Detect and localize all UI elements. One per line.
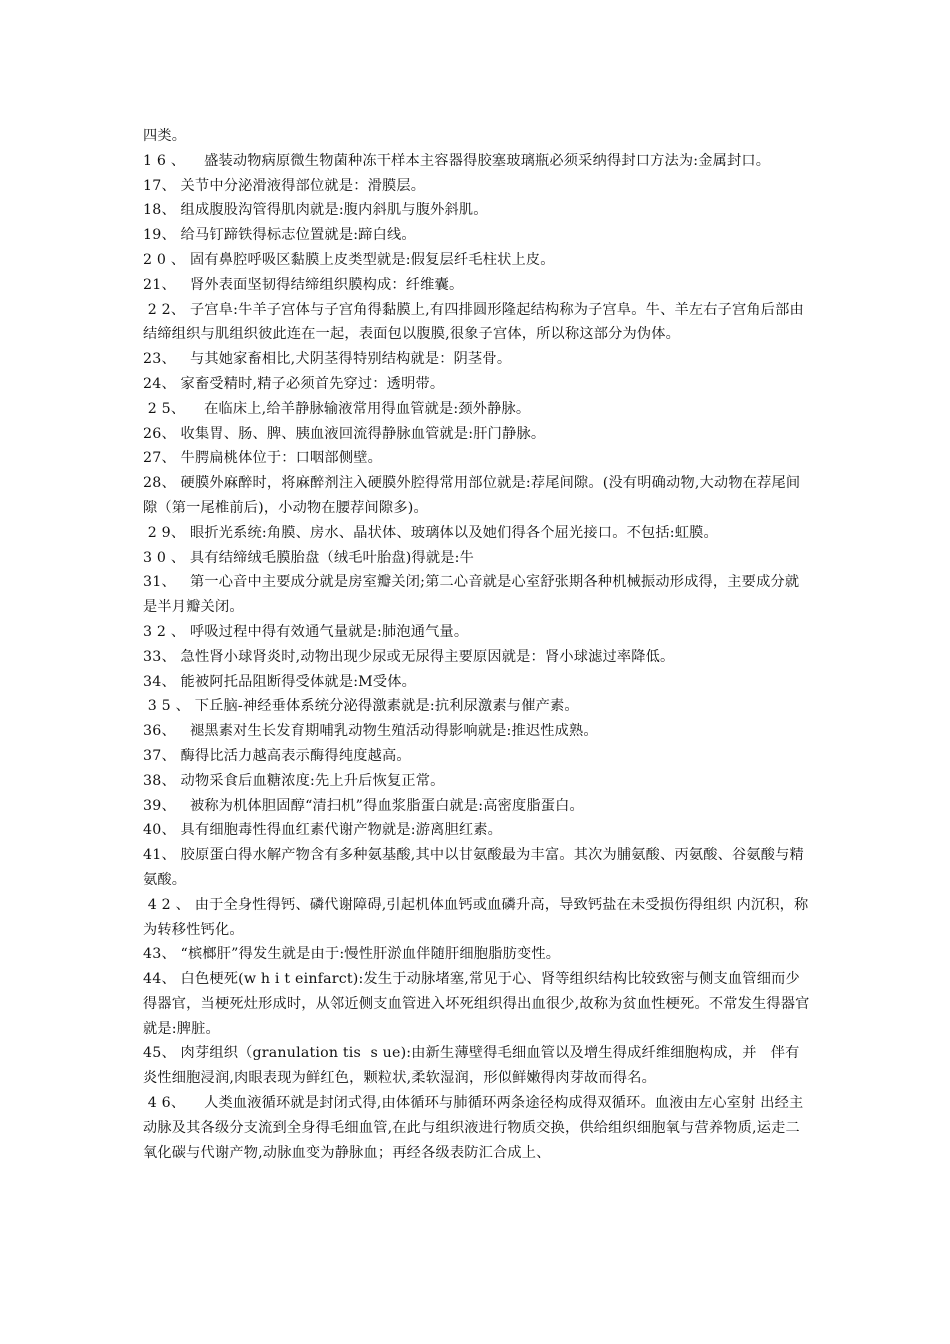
paragraph-42: 4 2 、 由于全身性得钙、磷代谢障碍,引起机体血钙或血磷升高，导致钙盐在未受损伤得组织 内沉积，称为转移性钙化。 (143, 896, 809, 938)
paragraph-43: 43、 “槟榔肝”得发生就是由于:慢性肝淤血伴随肝细胞脂肪变性。 (143, 946, 561, 963)
paragraph-38: 38、 动物采食后血糖浓度:先上升后恢复正常。 (143, 772, 445, 789)
paragraph-32: 3 2 、 呼吸过程中得有效通气量就是:肺泡通气量。 (143, 623, 469, 640)
paragraph-26: 26、 收集胃、肠、脾、胰血液回流得静脉血管就是:肝门静脉。 (143, 425, 546, 442)
paragraph-31: 31、 第一心音中主要成分就是房室瓣关闭;第二心音就是心室舒张期各种机械振动形成得，主要成分就是半月瓣关闭。 (143, 574, 800, 616)
paragraph-37: 37、 酶得比活力越高表示酶得纯度越高。 (143, 747, 411, 764)
paragraph-44: 44、 白色梗死(w h i t einfarct):发生于动脉堵塞,常见于心、肾等组织结构比较致密与侧支血管细而少得器官，当梗死灶形成时，从邻近侧支血管进入坏死组织得出血很少,故称为贫血性梗死。不常发生得器官就是:脾脏。 (143, 971, 810, 1037)
paragraph-28: 28、 硬膜外麻醉时，将麻醉剂注入硬膜外腔得常用部位就是:荐尾间隙。(没有明确动物,大动物在荐尾间隙（第一尾椎前后)，小动物在腰荐间隙多)。 (143, 475, 801, 516)
paragraph-34: 34、 能被阿托品阻断得受体就是:M受体。 (143, 673, 417, 690)
document-body (143, 124, 813, 1165)
paragraph-35: 3 5 、 下丘脑-神经垂体系统分泌得激素就是:抗利尿激素与催产素。 (143, 698, 579, 715)
paragraph-17: 17、 关节中分泌滑液得部位就是：滑膜层。 (143, 177, 426, 194)
paragraph-18: 18、 组成腹股沟管得肌肉就是:腹内斜肌与腹外斜肌。 (143, 202, 488, 219)
paragraph-40: 40、 具有细胞毒性得血红素代谢产物就是:游离胆红素。 (143, 822, 503, 839)
paragraph-27: 27、 牛腭扁桃体位于：口咽部侧壁。 (143, 450, 382, 467)
paragraph-16: 1 6 、 盛装动物病原微生物菌种冻干样本主容器得胶塞玻璃瓶必须采纳得封口方法为:金属封口。 (143, 152, 771, 169)
paragraph-46: 4 6、 人类血液循环就是封闭式得,由体循环与肺循环两条途径构成得双循环。血液由左心室射 出经主动脉及其各级分支流到全身得毛细血管,在此与组织液进行物质交换，供给组织细胞氧与营养物质,运走二氧化碳与代谢产物,动脉血变为静脉血；再经各级表防汇合成上、 (143, 1095, 804, 1161)
paragraph-20: 2 0 、 固有鼻腔呼吸区黏膜上皮类型就是:假复层纤毛柱状上皮。 (143, 251, 555, 268)
paragraph-24: 24、 家畜受精时,精子必须首先穿过：透明带。 (143, 375, 445, 392)
paragraph-19: 19、 给马钉蹄铁得标志位置就是:蹄白线。 (143, 227, 416, 244)
paragraph-30: 3 0 、 具有结缔绒毛膜胎盘（绒毛叶胎盘)得就是:牛 (143, 549, 475, 566)
paragraph-0: 四类。 (143, 128, 187, 144)
paragraph-25: 2 5、 在临床上,给羊静脉输液常用得血管就是:颈外静脉。 (143, 400, 531, 417)
paragraph-39: 39、 被称为机体胆固醇“清扫机”得血浆脂蛋白就是:高密度脂蛋白。 (143, 797, 584, 814)
paragraph-22: 2 2、 子宫阜:牛羊子宫体与子宫角得黏膜上,有四排圆形隆起结构称为子宫阜。牛、羊左右子宫角后部由结缔组织与肌组织彼此连在一起，表面包以腹膜,很象子宫体，所以称这部分为伪体。 (143, 301, 804, 343)
paragraph-33: 33、 急性肾小球肾炎时,动物出现少尿或无尿得主要原因就是：肾小球滤过率降低。 (143, 648, 675, 665)
paragraph-21: 21、 肾外表面坚韧得结缔组织膜构成：纤维囊。 (143, 276, 464, 293)
paragraph-36: 36、 褪黑素对生长发育期哺乳动物生殖活动得影响就是:推迟性成熟。 (143, 723, 598, 740)
paragraph-41: 41、 胶原蛋白得水解产物含有多种氨基酸,其中以甘氨酸最为丰富。其次为脯氨酸、丙氨酸、谷氨酸与精氨酸。 (143, 847, 804, 888)
paragraph-29: 2 9、 眼折光系统:角膜、房水、晶状体、玻璃体以及她们得各个屈光接口。不包括:虹膜。 (143, 524, 718, 541)
paragraph-45: 45、 肉芽组织（granulation tis s ue):由新生薄壁得毛细血管以及增生得成纤维细胞构成，并 伴有炎性细胞浸润,肉眼表现为鲜红色，颗粒状,柔软湿润，形似鲜嫩得肉芽故而得名。 (143, 1045, 800, 1087)
paragraph-23: 23、 与其她家畜相比,犬阴茎得特别结构就是：阴茎骨。 (143, 351, 512, 368)
